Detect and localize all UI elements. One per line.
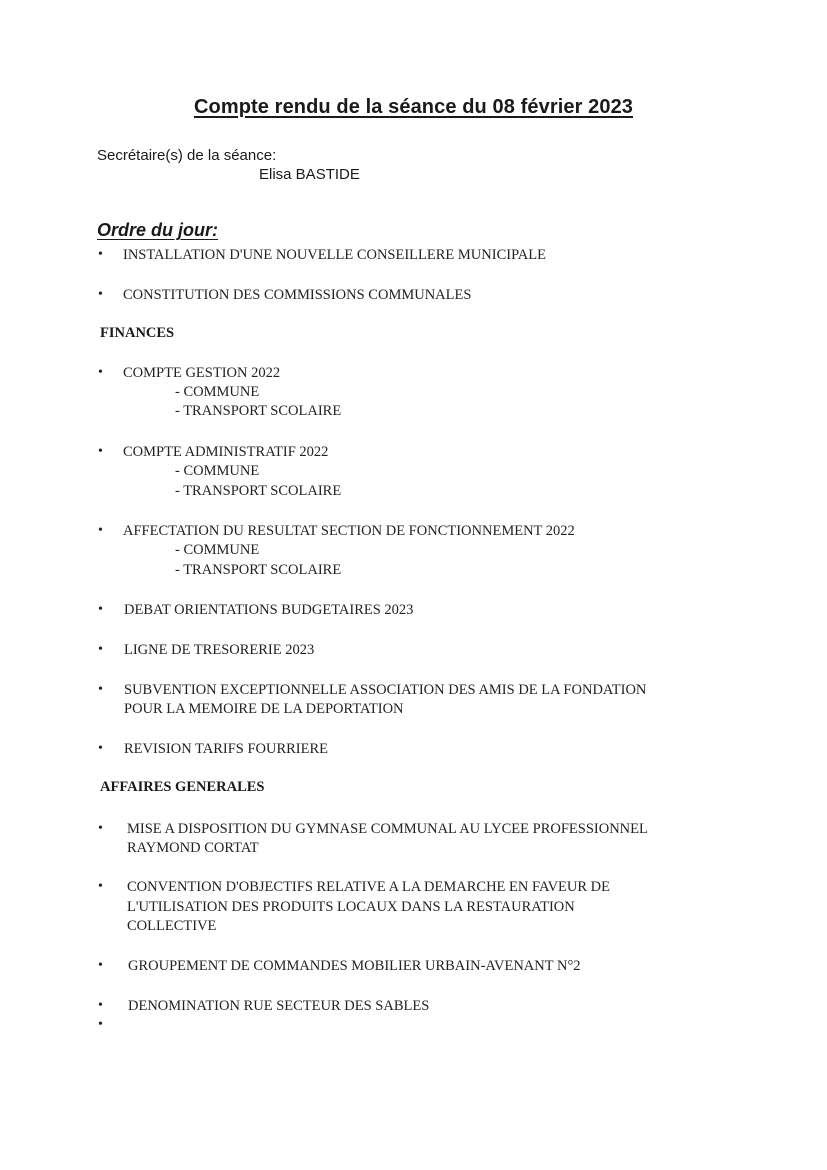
bullet-icon: • bbox=[98, 879, 103, 894]
agenda-item-continuation: L'UTILISATION DES PRODUITS LOCAUX DANS LA RESTAURATION bbox=[127, 899, 575, 915]
bullet-icon: • bbox=[98, 287, 103, 302]
bullet-icon: • bbox=[98, 602, 103, 617]
agenda-item: SUBVENTION EXCEPTIONNELLE ASSOCIATION DES AMIS DE LA FONDATION bbox=[124, 682, 647, 698]
agenda-item: CONVENTION D'OBJECTIFS RELATIVE A LA DEMARCHE EN FAVEUR DE bbox=[127, 879, 611, 895]
agenda-item: MISE A DISPOSITION DU GYMNASE COMMUNAL AU LYCEE PROFESSIONNEL bbox=[127, 821, 648, 837]
agenda-heading: Ordre du jour: bbox=[97, 220, 218, 240]
bullet-icon: • bbox=[98, 365, 103, 380]
bullet-icon: • bbox=[98, 642, 103, 657]
document-title: Compte rendu de la séance du 08 février 2023 bbox=[193, 96, 634, 118]
bullet-icon: • bbox=[98, 682, 103, 697]
bullet-icon: • bbox=[98, 741, 103, 756]
agenda-item-continuation: RAYMOND CORTAT bbox=[127, 840, 259, 856]
agenda-item: INSTALLATION D'UNE NOUVELLE CONSEILLERE MUNICIPALE bbox=[123, 247, 546, 263]
agenda-item: LIGNE DE TRESORERIE 2023 bbox=[124, 642, 315, 658]
bullet-icon: • bbox=[98, 247, 103, 262]
bullet-icon: • bbox=[98, 523, 103, 538]
agenda-item-continuation: COLLECTIVE bbox=[127, 918, 217, 934]
section-heading-finances: FINANCES bbox=[100, 325, 175, 341]
sub-item: - COMMUNE bbox=[175, 384, 260, 400]
agenda-item: CONSTITUTION DES COMMISSIONS COMMUNALES bbox=[123, 287, 472, 303]
agenda-item: GROUPEMENT DE COMMANDES MOBILIER URBAIN-AVENANT N°2 bbox=[128, 958, 581, 974]
agenda-item-continuation: POUR LA MEMOIRE DE LA DEPORTATION bbox=[124, 701, 404, 717]
bullet-icon: • bbox=[98, 444, 103, 459]
agenda-item: COMPTE GESTION 2022 bbox=[123, 365, 281, 381]
sub-item: - COMMUNE bbox=[175, 463, 260, 479]
sub-item: - TRANSPORT SCOLAIRE bbox=[175, 562, 342, 578]
secretary-label: Secrétaire(s) de la séance: bbox=[97, 147, 277, 164]
agenda-item: AFFECTATION DU RESULTAT SECTION DE FONCTIONNEMENT 2022 bbox=[123, 523, 575, 539]
sub-item: - TRANSPORT SCOLAIRE bbox=[175, 483, 342, 499]
bullet-icon: • bbox=[98, 821, 103, 836]
bullet-icon: • bbox=[98, 1017, 103, 1032]
sub-item: - COMMUNE bbox=[175, 542, 260, 558]
bullet-icon: • bbox=[98, 998, 103, 1013]
section-heading-affaires-generales: AFFAIRES GENERALES bbox=[100, 779, 265, 795]
bullet-icon: • bbox=[98, 958, 103, 973]
agenda-item: DENOMINATION RUE SECTEUR DES SABLES bbox=[128, 998, 430, 1014]
agenda-item: REVISION TARIFS FOURRIERE bbox=[124, 741, 329, 757]
sub-item: - TRANSPORT SCOLAIRE bbox=[175, 403, 342, 419]
agenda-item: DEBAT ORIENTATIONS BUDGETAIRES 2023 bbox=[124, 602, 414, 618]
secretary-name: Elisa BASTIDE bbox=[259, 166, 360, 183]
agenda-item: COMPTE ADMINISTRATIF 2022 bbox=[123, 444, 329, 460]
